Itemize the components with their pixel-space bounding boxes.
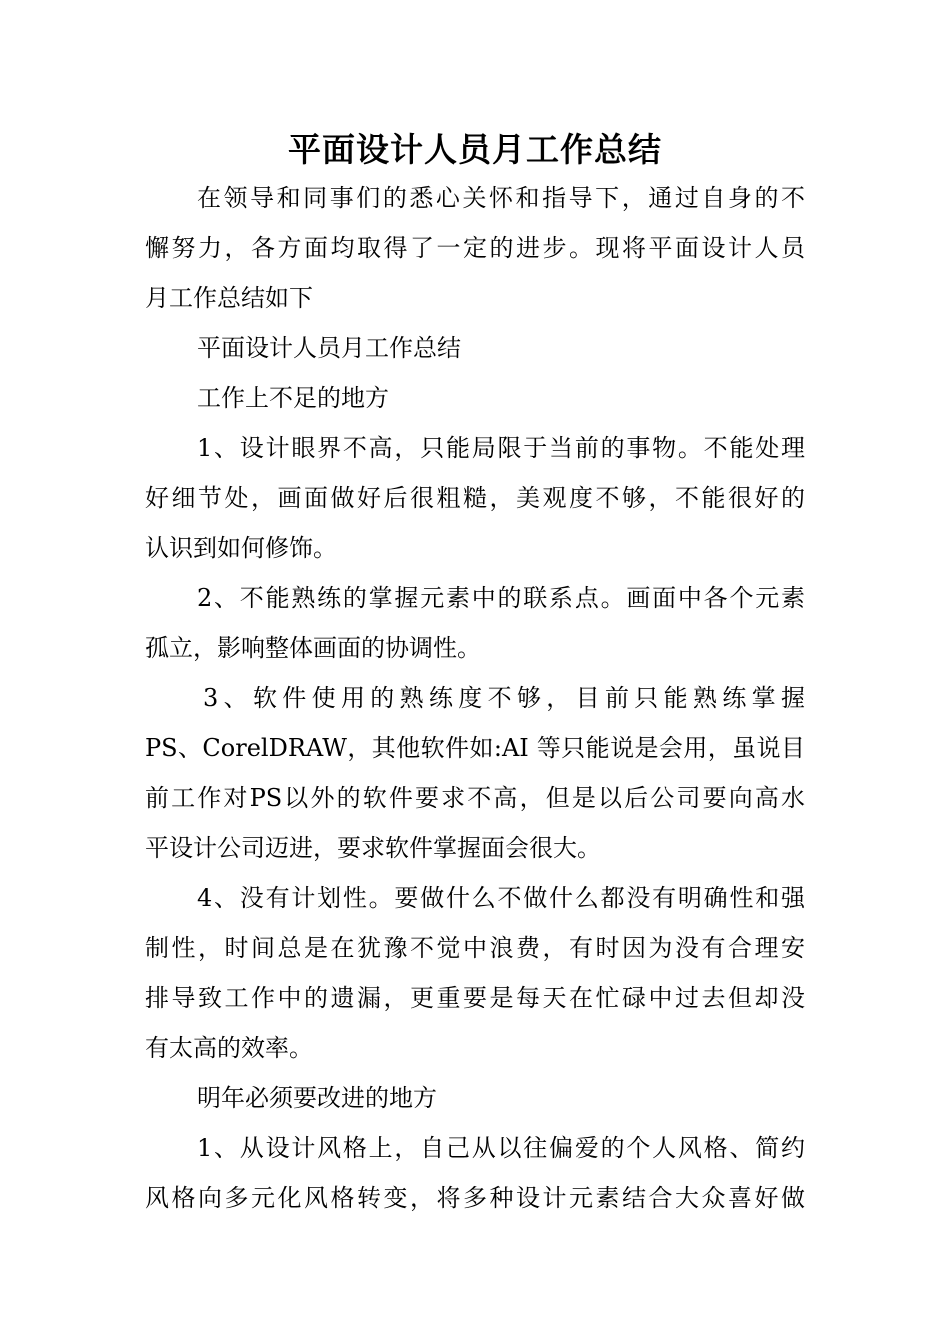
list-item-line: 孤立，影响整体画面的协调性。 [145,634,481,662]
list-item-line: 有太高的效率。 [145,1034,313,1062]
list-item-line: 前工作对PS以外的软件要求不高，但是以后公司要向高水 [145,784,805,812]
page-title: 平面设计人员月工作总结 [288,130,662,169]
list-item-line: 排导致工作中的遗漏，更重要是每天在忙碌中过去但却没 [145,984,805,1012]
list-item-line: 4、没有计划性。要做什么不做什么都没有明确性和强 [197,884,805,912]
section-heading: 平面设计人员月工作总结 [197,334,461,362]
list-item-line: 风格向多元化风格转变，将多种设计元素结合大众喜好做 [145,1184,805,1212]
paragraph-line: 月工作总结如下 [145,284,313,312]
list-item-line: 制性，时间总是在犹豫不觉中浪费，有时因为没有合理安 [145,934,805,962]
paragraph-line: 在领导和同事们的悉心关怀和指导下，通过自身的不 [197,184,805,212]
paragraph-line: 懈努力，各方面均取得了一定的进步。现将平面设计人员 [145,234,805,262]
list-item-line: 平设计公司迈进，要求软件掌握面会很大。 [145,834,601,862]
section-heading: 工作上不足的地方 [197,384,389,412]
list-item-line: 1、设计眼界不高，只能局限于当前的事物。不能处理 [197,434,805,462]
list-item-line: 1、从设计风格上，自己从以往偏爱的个人风格、简约 [197,1134,805,1162]
list-item-line: 认识到如何修饰。 [145,534,337,562]
list-item-line: 好细节处，画面做好后很粗糙，美观度不够，不能很好的 [145,484,805,512]
list-item-line: 2、不能熟练的掌握元素中的联系点。画面中各个元素 [197,584,805,612]
list-item-line: 3、软件使用的熟练度不够，目前只能熟练掌握 [203,684,805,712]
section-heading: 明年必须要改进的地方 [197,1084,437,1112]
list-item-line: PS、CorelDRAW，其他软件如:AI 等只能说是会用，虽说目 [145,734,805,762]
